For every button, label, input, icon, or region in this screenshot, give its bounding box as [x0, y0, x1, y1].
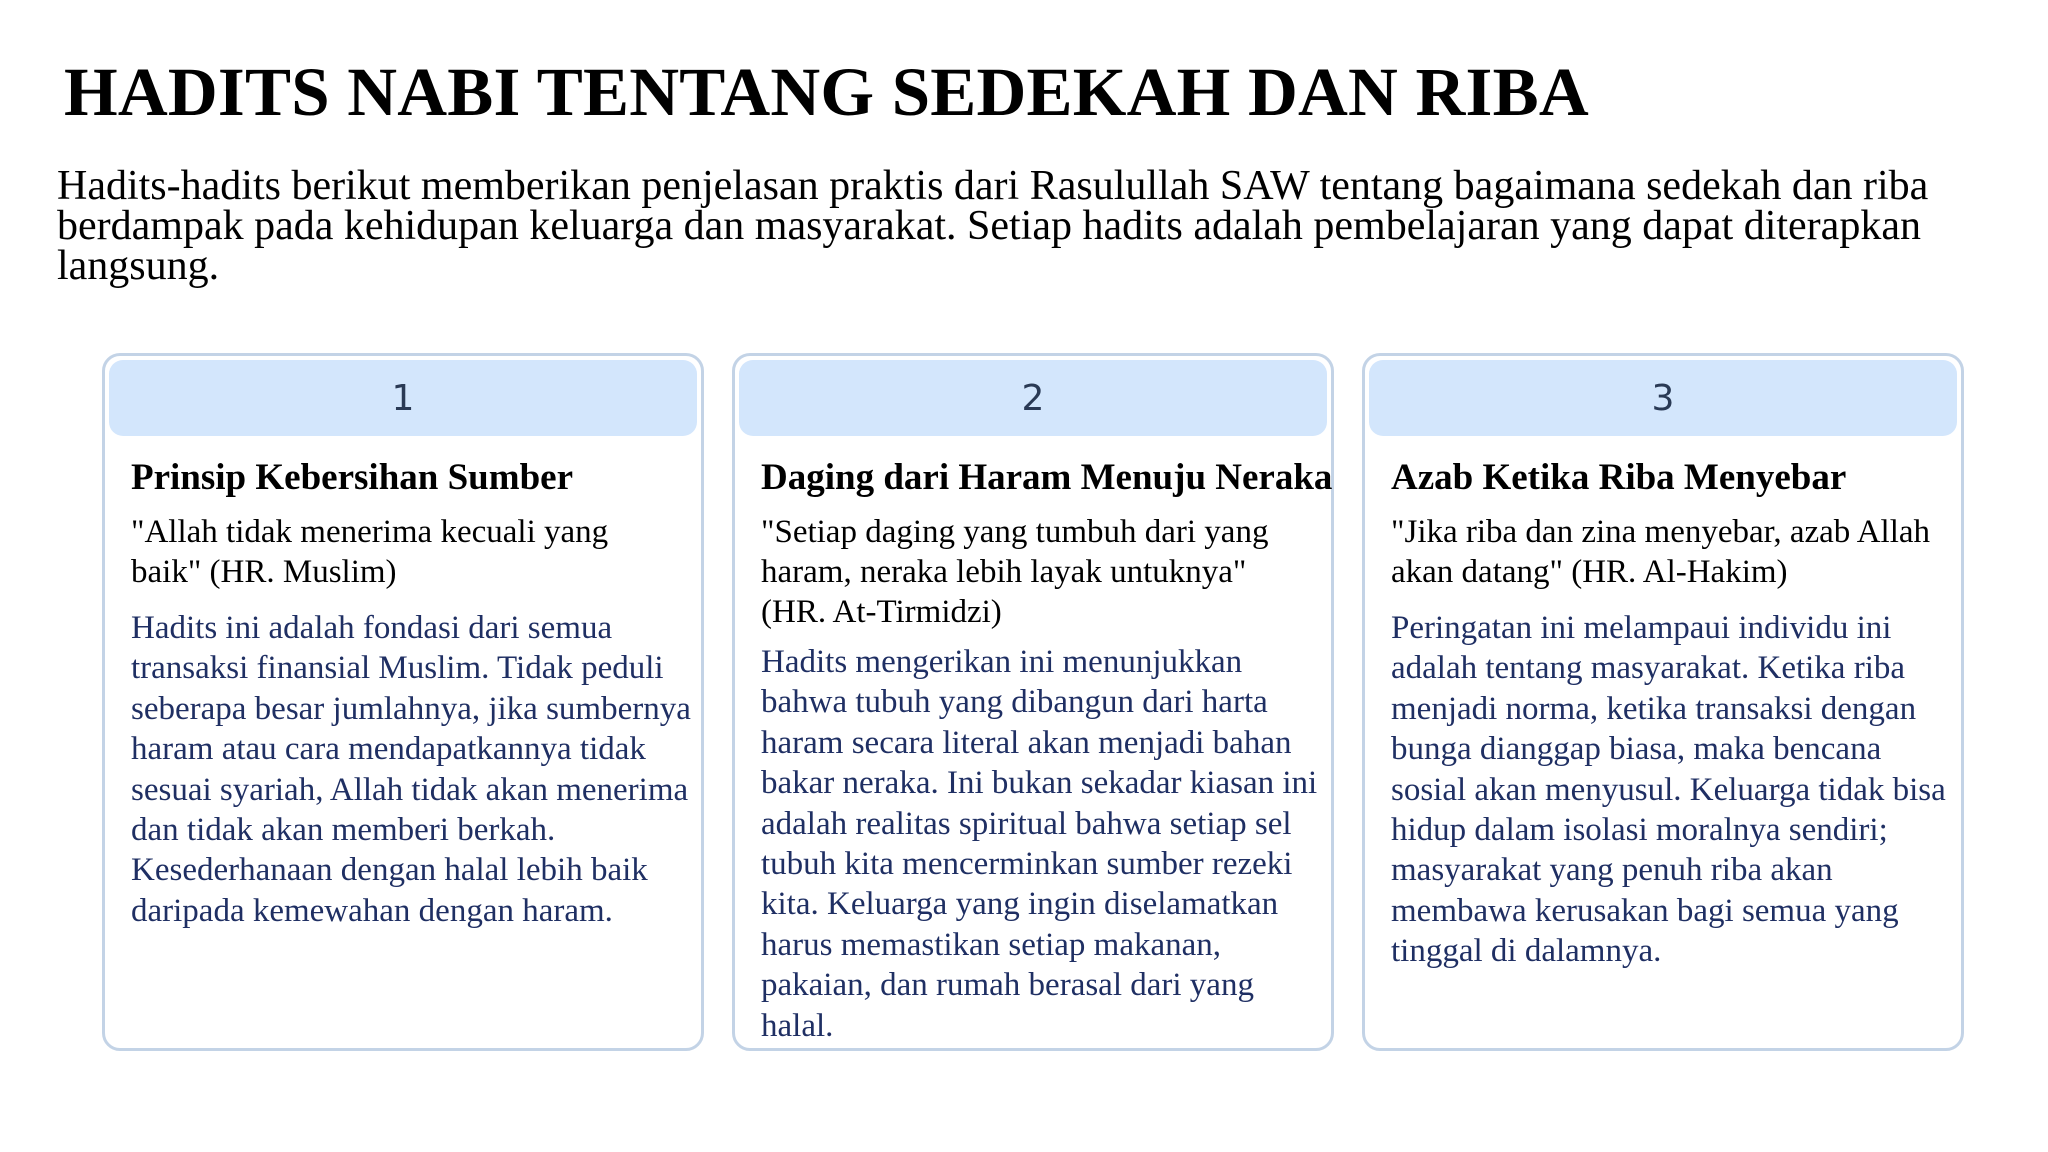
card-explanation: Peringatan ini melampaui individu ini adalah tentang masyarakat. Ketika riba menjadi norma, ketika transaksi dengan bunga dianggap biasa, maka bencana sosial akan menyusul. Keluarga tidak bisa hidup dalam isolasi moralnya sendiri; masyarakat yang penuh riba akan membawa kerusakan bagi semua yang tinggal di dalamnya.: [1391, 610, 1946, 970]
card-title: Daging dari Haram Menuju Neraka: [761, 457, 1333, 498]
card-explanation: Hadits mengerikan ini menunjukkan bahwa tubuh yang dibangun dari harta haram secara literal akan menjadi bahan bakar neraka. Ini bukan sekadar kiasan ini adalah realitas spiritual bahwa setiap sel tubuh kita mencerminkan sumber rezeki kita. Keluarga yang ingin diselamatkan harus memastikan setiap makanan, pakaian, dan rumah berasal dari yang halal.: [761, 644, 1318, 1044]
card-number-header: 3: [1369, 360, 1957, 436]
hadith-card-2: [732, 353, 1334, 1051]
card-number-header: 1: [109, 360, 697, 436]
hadith-card-3: [1362, 353, 1964, 1051]
hadith-quote: "Setiap daging yang tumbuh dari yang haram, neraka lebih layak untuknya" (HR. At-Tirmidzi): [761, 514, 1269, 630]
hadith-quote: "Jika riba dan zina menyebar, azab Allah akan datang" (HR. Al-Hakim): [1391, 514, 1931, 590]
card-body: [131, 456, 731, 931]
card-explanation: Hadits ini adalah fondasi dari semua transaksi finansial Muslim. Tidak peduli seberapa besar jumlahnya, jika sumbernya haram atau cara mendapatkannya tidak sesuai syariah, Allah tidak akan menerima dan tidak akan memberi berkah. Kesederhanaan dengan halal lebih baik daripada kemewahan dengan haram.: [131, 610, 691, 929]
page-title: HADITS NABI TENTANG SEDEKAH DAN RIBA: [64, 54, 1589, 130]
card-number-header: 2: [739, 360, 1327, 436]
card-body: [761, 456, 1361, 1046]
hadith-quote: "Allah tidak menerima kecuali yang baik" (HR. Muslim): [131, 514, 609, 590]
card-title: Azab Ketika Riba Menyebar: [1391, 457, 1847, 498]
intro-paragraph: Hadits-hadits berikut memberikan penjelasan praktis dari Rasulullah SAW tentang bagaimana sedekah dan riba berdampak pada kehidupan keluarga dan masyarakat. Setiap hadits adalah pembelajaran yang dapat diterapkan langsung.: [57, 163, 1929, 289]
card-body: [1391, 456, 1991, 972]
card-title: Prinsip Kebersihan Sumber: [131, 457, 573, 498]
hadith-card-1: [102, 353, 704, 1051]
